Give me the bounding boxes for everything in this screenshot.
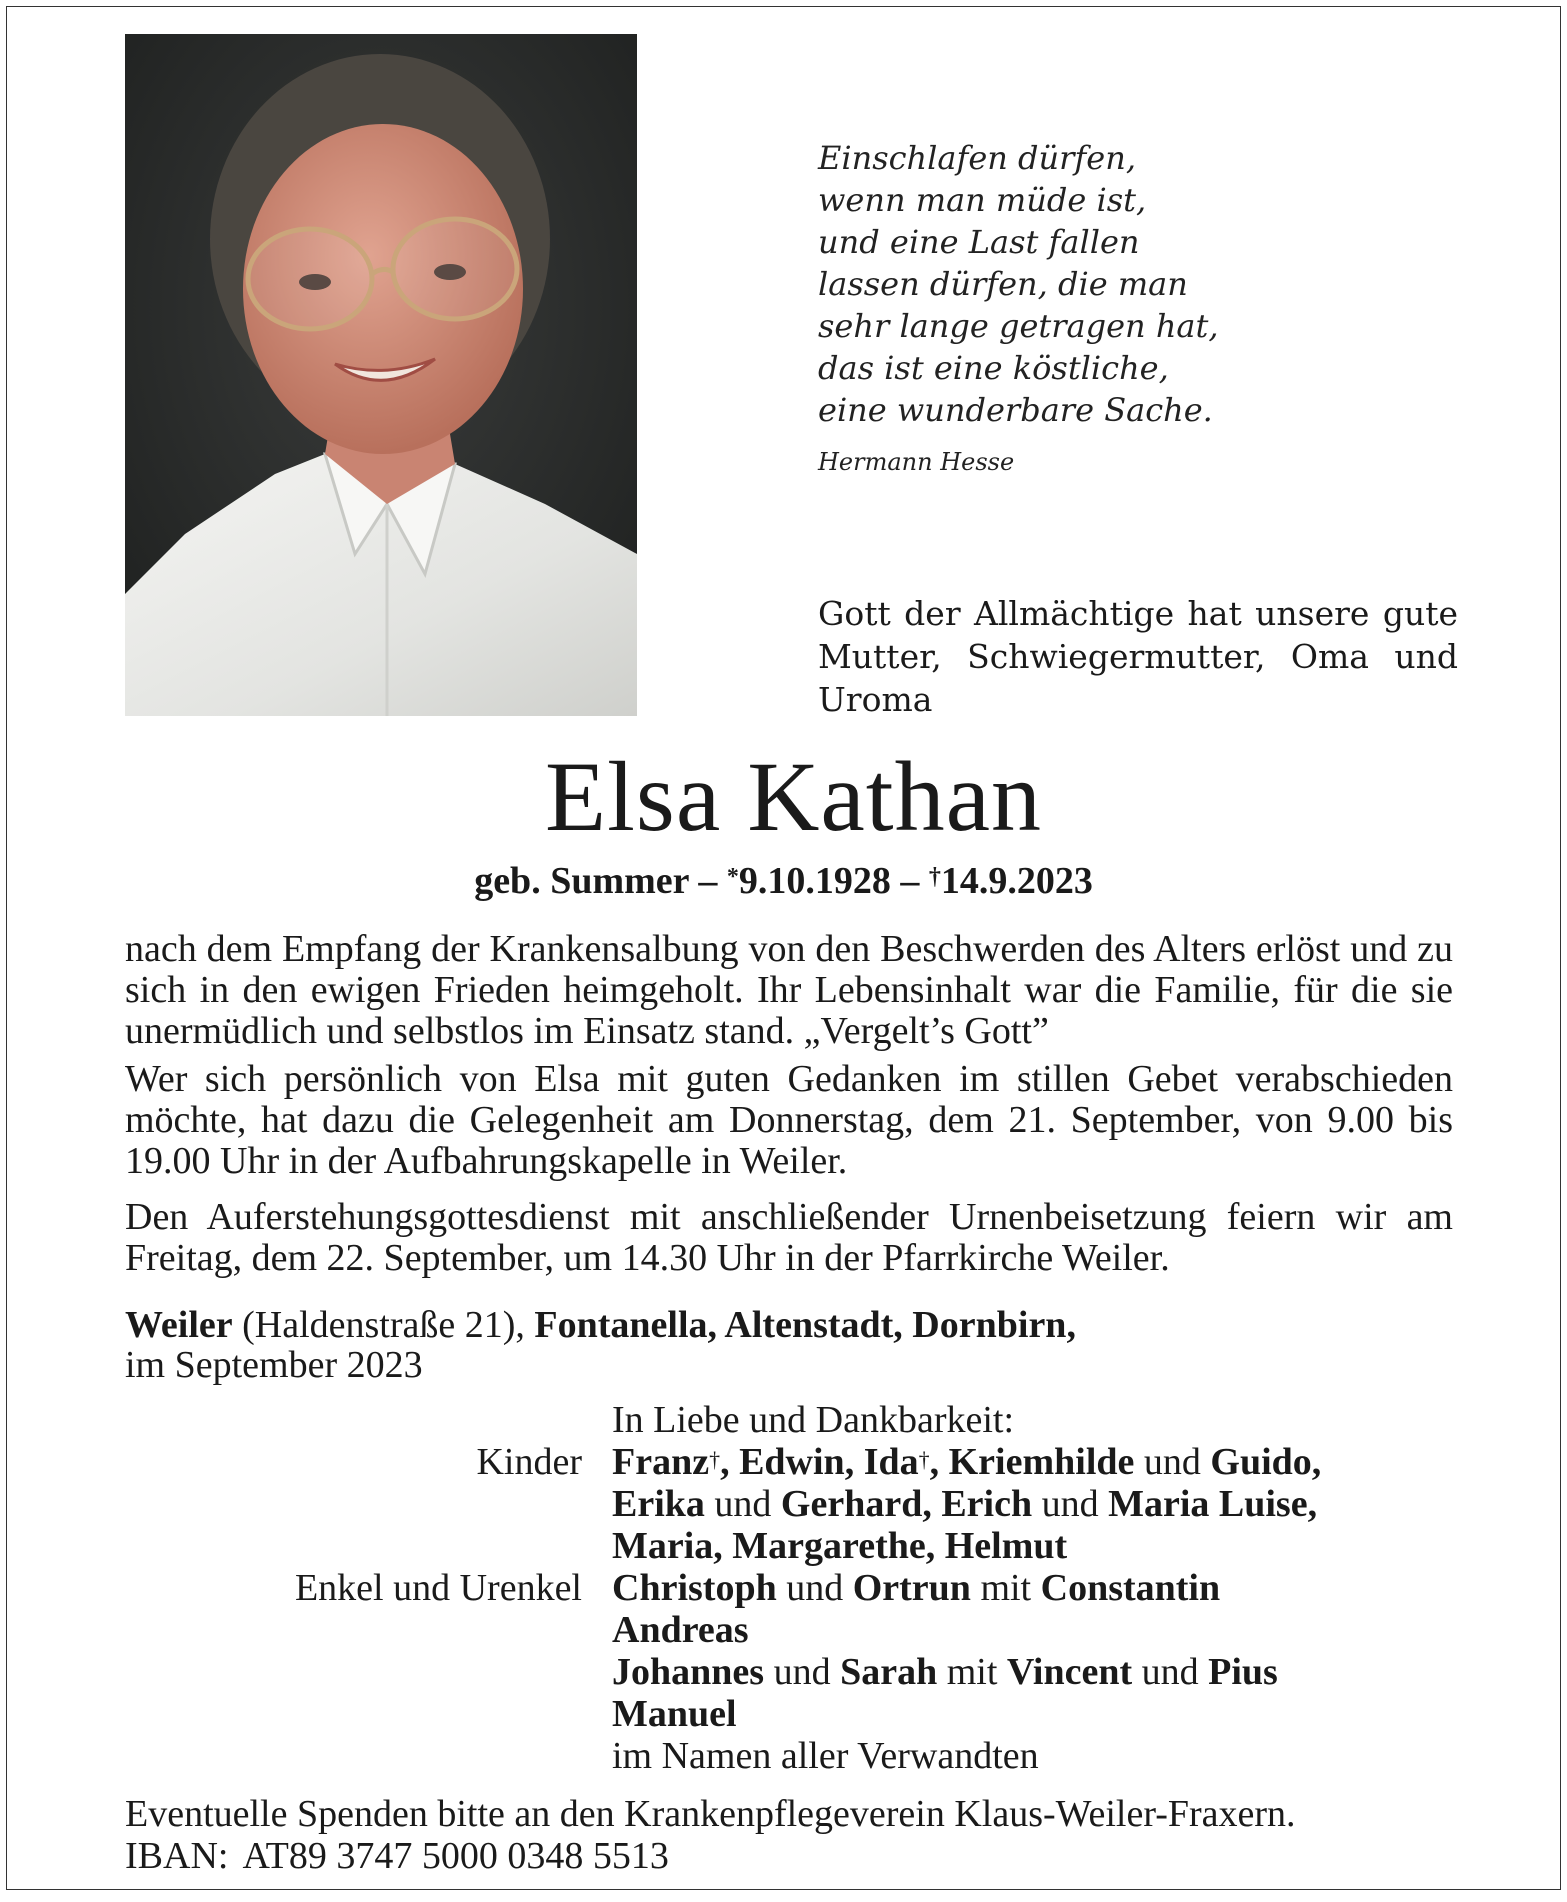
death-date: 14.9.2023 — [940, 860, 1093, 902]
name-ida: Ida — [863, 1441, 919, 1483]
portrait-image — [125, 34, 637, 716]
name-erika: Erika — [612, 1483, 705, 1525]
poem-line: eine wunderbare Sache. — [818, 391, 1213, 429]
mit: mit — [946, 1651, 998, 1693]
death-symbol: † — [928, 864, 941, 890]
donation-note — [125, 1793, 1453, 1877]
donation-text: Eventuelle Spenden bitte an den Krankenpflegeverein Klaus-Weiler-Fraxern. — [125, 1793, 1296, 1835]
und: und — [786, 1567, 844, 1609]
kinder-label: Kinder — [476, 1441, 582, 1483]
place-weiler: Weiler — [125, 1304, 233, 1346]
name-johannes: Johannes — [612, 1651, 765, 1693]
poem-line: das ist eine köstliche, — [818, 349, 1169, 387]
dash: – — [698, 860, 718, 902]
obituary-page — [6, 6, 1561, 1890]
name-kriemhilde: Kriemhilde — [948, 1441, 1135, 1483]
places-list: Fontanella, Altenstadt, Dornbirn, — [534, 1304, 1076, 1346]
enkel-label: Enkel und Urenkel — [294, 1567, 582, 1609]
name-edwin: Edwin, — [739, 1441, 855, 1483]
dagger-symbol: † — [709, 1447, 721, 1472]
poem-line: lassen dürfen, die man — [818, 265, 1188, 303]
intro-text: Gott der Allmächtige hat unsere gute Mutter, Schwiegermutter, Oma und Uroma — [818, 594, 1458, 719]
name-constantin: Constantin — [1040, 1567, 1221, 1609]
dash: – — [900, 860, 920, 902]
poem-line: und eine Last fallen — [818, 223, 1140, 261]
birth-symbol: * — [726, 864, 739, 890]
birth-name: geb. Summer — [474, 860, 689, 902]
enkel-line-3 — [612, 1651, 1512, 1693]
dagger-symbol: † — [918, 1447, 930, 1472]
name-pius: Pius — [1208, 1651, 1278, 1693]
name-ortrun: Ortrun — [852, 1567, 971, 1609]
name-sarah: Sarah — [840, 1651, 938, 1693]
paragraph-announcement: nach dem Empfang der Krankensalbung von den Beschwerden des Alters erlöst und zu sich in den ewigen Frieden heimgeholt. Ihr Lebensinhalt war die Familie, für die sie unermüdlich und selbstlos im Einsatz stand. „Vergelt’s Gott” — [125, 928, 1453, 1052]
poem-line: wenn man müde ist, — [818, 181, 1147, 219]
closing-line: im Namen aller Verwandten — [612, 1735, 1039, 1777]
poem-quote — [818, 137, 1219, 477]
name-vincent: Vincent — [1006, 1651, 1133, 1693]
und: und — [714, 1483, 772, 1525]
name-franz: Franz — [612, 1441, 710, 1483]
mit: mit — [980, 1567, 1032, 1609]
poem-author: Hermann Hesse — [818, 448, 1015, 476]
address: (Haldenstraße 21), — [232, 1304, 535, 1346]
und: und — [1041, 1483, 1099, 1525]
und: und — [1141, 1651, 1199, 1693]
birth-date: 9.10.1928 — [738, 860, 891, 902]
deceased-name: Elsa Kathan — [545, 741, 1042, 852]
greeting: In Liebe und Dankbarkeit: — [612, 1399, 1015, 1441]
portrait-photo — [125, 34, 637, 716]
kinder-line-2 — [612, 1483, 1512, 1525]
name-maria-luise: Maria Luise, — [1108, 1483, 1318, 1525]
kinder-line-1: Franz†, Edwin, Ida†, Kriemhilde und Guido, — [612, 1441, 1322, 1483]
poem-line: Einschlafen dürfen, — [818, 139, 1136, 177]
paragraph-funeral-service: Den Auferstehungsgottesdienst mit anschließender Urnenbeisetzung feiern wir am Freitag, dem 22. September, um 14.30 Uhr in der Pfarrkirche Weiler. — [125, 1196, 1453, 1279]
signature-places — [125, 1305, 1076, 1385]
und: und — [773, 1651, 831, 1693]
name-manuel: Manuel — [612, 1693, 737, 1735]
name-andreas: Andreas — [612, 1609, 749, 1651]
paragraph-farewell: Wer sich persönlich von Elsa mit guten Gedanken im stillen Gebet verabschieden möchte, hat dazu die Gelegenheit am Donnerstag, dem 21. September, von 9.00 bis 19.00 Uhr in der Aufbahrungskapelle in Weiler. — [125, 1058, 1453, 1182]
iban-label: IBAN: — [125, 1835, 229, 1877]
family-list — [612, 1399, 1512, 1777]
und: und — [1143, 1441, 1201, 1483]
name-christoph: Christoph — [612, 1567, 777, 1609]
name-gerhard-erich: Gerhard, Erich — [780, 1483, 1033, 1525]
life-dates — [7, 857, 1560, 905]
iban-line — [125, 1835, 1453, 1877]
signature-date: im September 2023 — [125, 1344, 423, 1386]
iban-value: AT89 3747 5000 0348 5513 — [242, 1835, 669, 1877]
enkel-line-1 — [612, 1567, 1512, 1609]
poem-line: sehr lange getragen hat, — [818, 307, 1219, 345]
kinder-line-3: Maria, Margarethe, Helmut — [612, 1525, 1068, 1567]
name-guido: Guido, — [1210, 1441, 1322, 1483]
